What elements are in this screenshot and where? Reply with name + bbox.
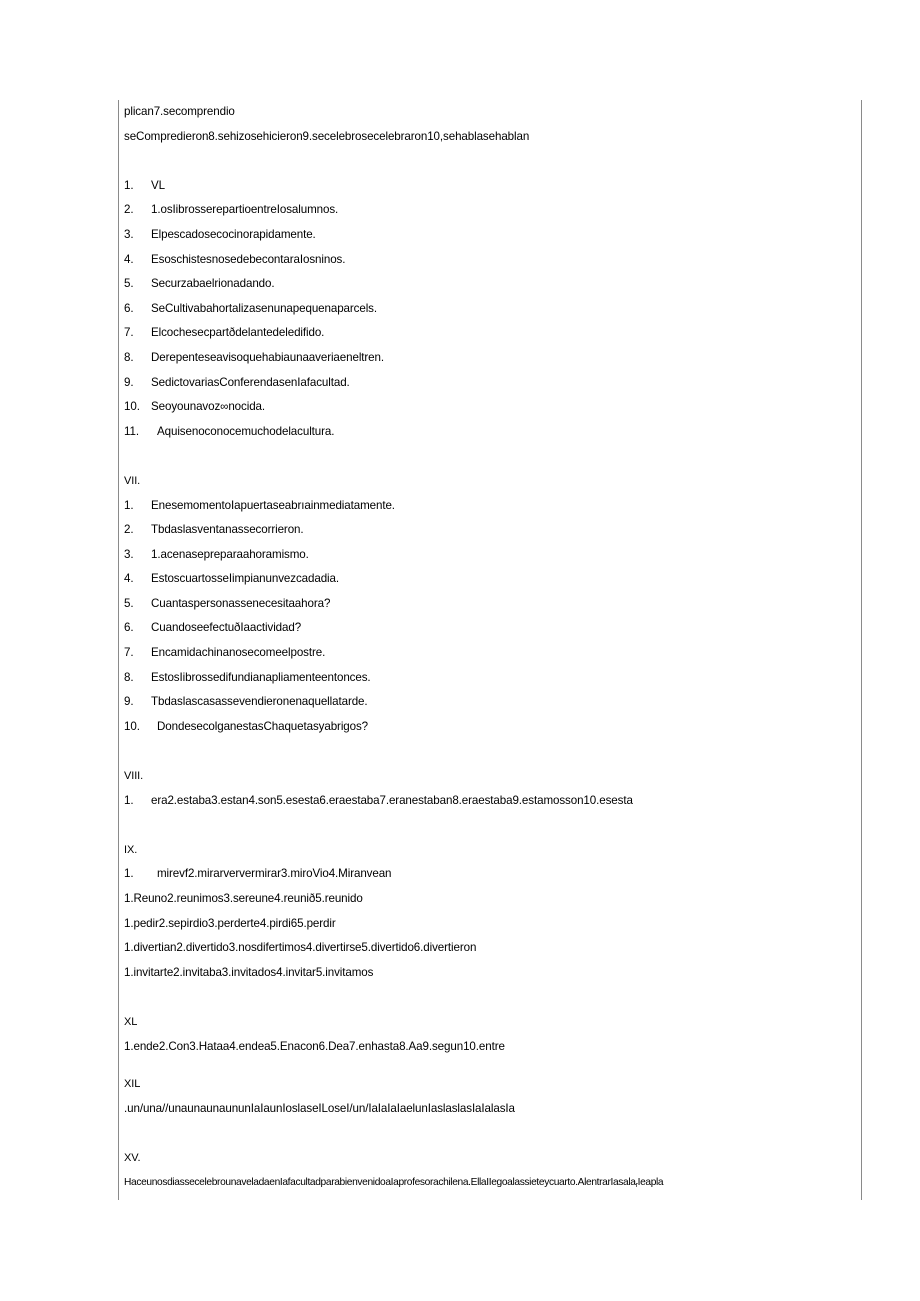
spacer [119, 813, 863, 838]
list-item-number: 10. [124, 400, 140, 414]
list-item-number: 1. [124, 793, 134, 807]
list-item-number: 8. [124, 350, 134, 364]
verb-line-reunir: 1.Reuno2.reunimos3.sereune4.reunið5.reunido [124, 892, 363, 905]
list-item-text: Elcochesecpartðdelantedeledifido. [151, 326, 325, 340]
list-item-number: 7. [124, 646, 134, 660]
narrative-text: HaceunosdiassecelebrounaveladaenIafacultadparabienvenidoaIaprofesorachilena.EllaIIegoalassieteycuarto.AlentrarIasala [124, 1176, 636, 1188]
list-item [119, 198, 863, 223]
numbered-list-vi [119, 174, 863, 445]
list-item-number: 2. [124, 203, 134, 217]
list-item-text: DondesecolganestasChaquetasyabrigos? [157, 719, 369, 733]
list-item [119, 321, 863, 346]
list-item [119, 666, 863, 691]
list-item-number: 5. [124, 596, 134, 610]
section-heading-xv: XV. [124, 1151, 141, 1164]
list-item-text: EstoscuartosseIimpianunvezcadadia. [151, 572, 340, 586]
list-item [119, 248, 863, 273]
narrative-mark: r [635, 1181, 638, 1189]
list-item [119, 395, 863, 420]
numbered-list-ix [119, 862, 863, 887]
list-item-text: 1.acenasepreparaahoramismo. [151, 547, 309, 561]
list-item-text: Elpescadosecocinorapidamente. [151, 227, 316, 241]
list-item-number: 6. [124, 301, 134, 315]
numbered-list-vii [119, 494, 863, 740]
spacer [119, 739, 863, 764]
list-item-number: 2. [124, 523, 134, 537]
spacer [119, 444, 863, 469]
list-item-number: 7. [124, 326, 134, 340]
list-item [119, 789, 863, 814]
verb-line-invitar: 1.invitarte2.invitaba3.invitados4.invitar5.invitamos [124, 965, 374, 979]
articles-line: .un/una//unaunaunaununIaIaunIoslaseILoseI/un/IaIaIaIaelunIaslaslasIaIalasIa [124, 1101, 515, 1115]
section-heading-xl: XL [124, 1015, 138, 1028]
list-item-number: 10. [124, 719, 140, 733]
section-heading-vii: VII. [124, 474, 141, 487]
section-heading-viii: VIII. [124, 770, 144, 783]
list-item-text: CuandoseefectuðIaactividad? [151, 621, 302, 635]
list-item [119, 690, 863, 715]
list-item-text: Cuantaspersonassenecesitaahora? [151, 596, 331, 610]
list-item-number: 11. [124, 424, 139, 438]
numbered-list-viii [119, 789, 863, 814]
list-item-text: Seoyounavoz∞nocida. [151, 400, 266, 414]
paragraph-secompredieron: seCompredieron8.sehizosehicieron9.secelebrosecelebraron10,sehablasehablan [124, 129, 530, 143]
list-item [119, 592, 863, 617]
list-item-number: 9. [124, 375, 134, 389]
section-heading-ix: IX. [124, 843, 138, 856]
list-item [119, 543, 863, 568]
verb-line-pedir: 1.pedir2.sepirdio3.perderte4.pirdi65.perdir [124, 916, 336, 930]
spacer [119, 985, 863, 1010]
list-item-number: 1. [124, 498, 134, 512]
list-item [119, 272, 863, 297]
list-item-text: VL [151, 178, 165, 192]
list-item [119, 641, 863, 666]
list-item [119, 518, 863, 543]
document-body [119, 100, 863, 1198]
list-item-text: EnesemomentoIapuertaseabrıainmediatamente. [151, 498, 395, 512]
section-heading-xil: XIL [124, 1078, 141, 1091]
list-item-text: mirevf2.mirarververmirar3.miroVio4.Miranvean [157, 867, 392, 881]
list-item-text: SeCultivabahortalizasenunapequenaparcels. [151, 301, 378, 315]
list-item [119, 567, 863, 592]
prepositions-line: 1.ende2.Con3.Hataa4.endea5.Enacon6.Dea7.enhasta8.Aa9.segun10.entre [124, 1039, 505, 1053]
list-item-text: SedictovariasConferendasenIafacultad. [151, 375, 350, 389]
list-item-text: era2.estaba3.estan4.son5.esesta6.eraestaba7.eranestaban8.eraestaba9.estamosson10.esesta [151, 793, 633, 807]
narrative-text-tail: Ieapla [637, 1176, 664, 1188]
list-item-number: 3. [124, 227, 134, 241]
list-item [119, 494, 863, 519]
list-item [119, 862, 863, 887]
list-item [119, 371, 863, 396]
list-item-text: Tbdaslascasassevendieronenaquellatarde. [151, 695, 368, 709]
list-item [119, 715, 863, 740]
list-item [119, 616, 863, 641]
list-item-text: Encamidachinanosecomeelpostre. [151, 646, 326, 660]
list-item-text: Securzabaelrionadando. [151, 277, 275, 291]
spacer [119, 1121, 863, 1146]
list-item [119, 420, 863, 445]
paragraph-plican: plican7.secomprendio [124, 105, 235, 118]
list-item [119, 297, 863, 322]
spacer [119, 1059, 863, 1072]
list-item-text: Aquisenoconocemuchodelacultura. [157, 424, 335, 438]
list-item-number: 8. [124, 670, 134, 684]
list-item-number: 3. [124, 547, 134, 561]
spacer [119, 149, 863, 174]
list-item-text: 1.osIibrosserepartioentreIosalumnos. [151, 203, 339, 217]
list-item [119, 174, 863, 199]
verb-line-divertir: 1.divertian2.divertido3.nosdifertimos4.divertirse5.divertido6.divertieron [124, 941, 477, 955]
list-item-number: 9. [124, 695, 134, 709]
list-item-number: 1. [124, 178, 134, 192]
list-item-number: 4. [124, 252, 134, 266]
list-item-number: 1. [124, 867, 134, 881]
narrative-paragraph [119, 1171, 863, 1199]
list-item-text: Derepenteseavisoquehabiaunaaveriaeneltren. [151, 350, 385, 364]
list-item [119, 223, 863, 248]
list-item-text: Tbdaslasventanassecorrieron. [151, 523, 304, 537]
document-frame [118, 100, 862, 1200]
list-item-number: 5. [124, 277, 134, 291]
list-item-text: EsoschistesnosedebecontaraIosninos. [151, 252, 346, 266]
list-item-number: 4. [124, 572, 134, 586]
list-item [119, 346, 863, 371]
list-item-number: 6. [124, 621, 134, 635]
list-item-text: EstosIibrossedifundianapliamenteentonces. [151, 670, 371, 684]
